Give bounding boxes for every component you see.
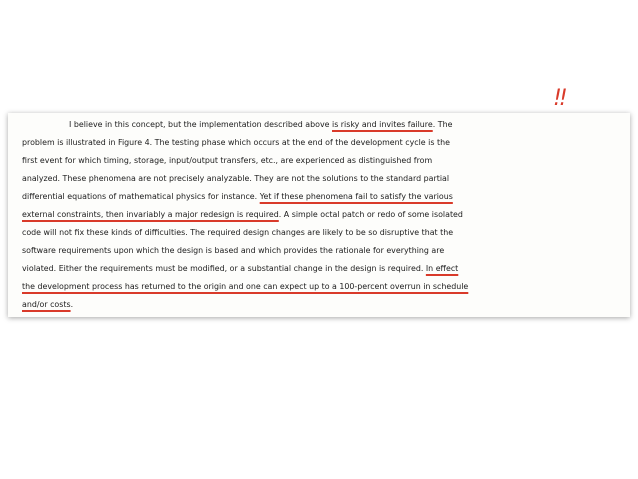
text-segment: violated. Either the requirements must be modified, or a substantial change in the design is required. [22, 264, 426, 273]
text-line [22, 134, 622, 152]
scanned-excerpt [8, 113, 630, 317]
highlighted-phrase: In effect [425, 264, 459, 273]
text-line [22, 188, 622, 206]
highlighted-phrase: Yet if these phenomena fail to satisfy the various [259, 192, 453, 201]
text-segment: . A simple octal patch or redo of some isolated [278, 210, 463, 219]
text-line [22, 224, 622, 242]
text-segment: analyzed. These phenomena are not precisely analyzable. They are not the solutions to the standard partial [22, 174, 450, 183]
text-line [22, 296, 622, 314]
text-segment: first event for which timing, storage, input/output transfers, etc., are experienced as distinguished from [22, 156, 433, 165]
highlighted-phrase: external constraints, then invariably a major redesign is required [22, 210, 279, 219]
text-line [22, 152, 622, 170]
text-line [22, 170, 622, 188]
text-line [22, 278, 622, 296]
highlighted-phrase: and/or costs [22, 300, 71, 309]
text-segment: I believe in this concept, but the implementation described above [69, 120, 332, 129]
exclamation-annotation: !! [553, 86, 565, 111]
text-line [22, 242, 622, 260]
text-segment: problem is illustrated in Figure 4. The testing phase which occurs at the end of the development cycle is the [22, 138, 450, 147]
highlighted-phrase: is risky and invites failure [332, 120, 433, 129]
text-segment: . The [432, 120, 453, 129]
highlighted-phrase: the development process has returned to the origin and one can expect up to a 100-percent overrun in schedule [22, 282, 469, 291]
text-line [22, 260, 622, 278]
text-segment: software requirements upon which the design is based and which provides the rationale for everything are [22, 246, 445, 255]
text-segment: . [70, 300, 74, 309]
text-segment: code will not fix these kinds of difficulties. The required design changes are likely to be so disruptive that the [22, 228, 454, 237]
paragraph [22, 116, 622, 314]
text-line [22, 116, 622, 134]
text-line [22, 206, 622, 224]
text-segment: differential equations of mathematical physics for instance. [22, 192, 260, 201]
